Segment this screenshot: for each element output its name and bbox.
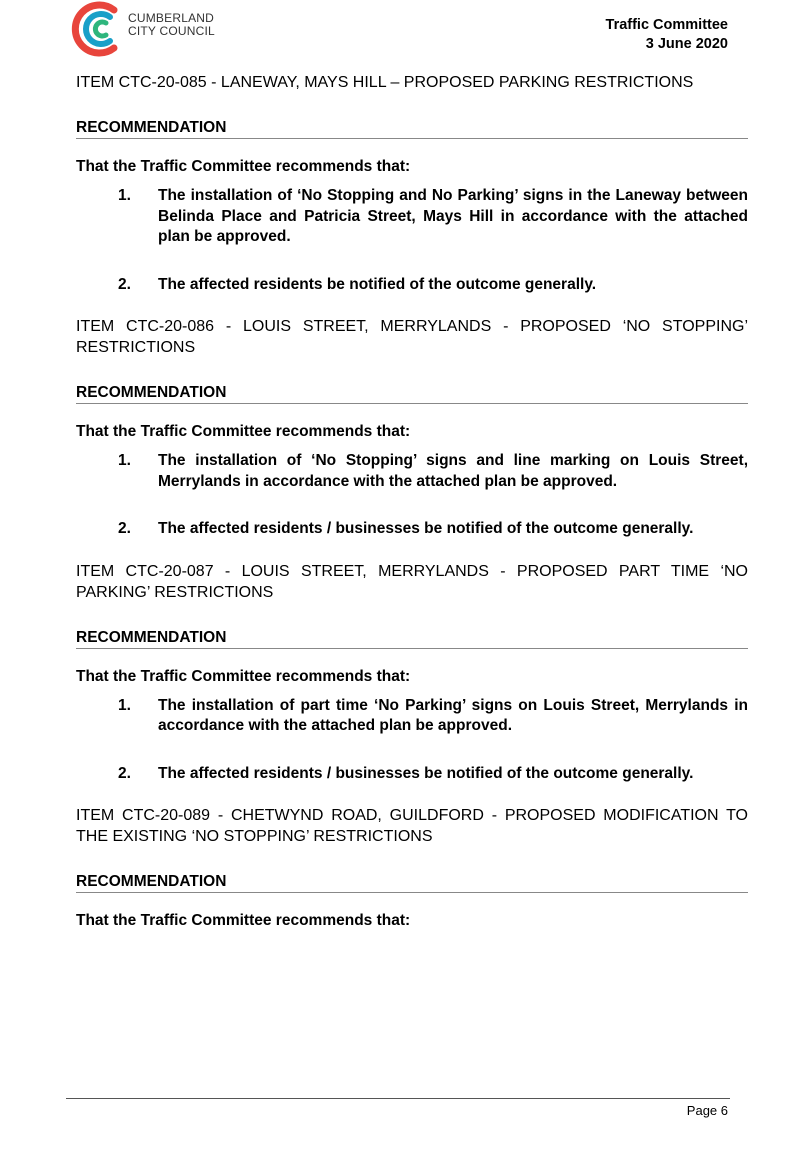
council-logo-icon: [70, 0, 126, 58]
recommendation-number: 1.: [118, 187, 131, 204]
footer-divider: [66, 1098, 730, 1099]
recommendation-heading: RECOMMENDATION: [76, 383, 748, 404]
recommendation-number: 1.: [118, 452, 131, 469]
recommendation-text: The affected residents / businesses be notified of the outcome generally.: [158, 764, 694, 782]
recommendation-heading: RECOMMENDATION: [76, 872, 748, 893]
recommendation-item: [76, 186, 748, 248]
item-title: ITEM CTC-20-085 - LANEWAY, MAYS HILL – PROPOSED PARKING RESTRICTIONS: [76, 74, 694, 91]
org-name-line2: CITY COUNCIL: [128, 24, 215, 38]
recommendation-list: [76, 186, 748, 295]
recommendation-intro: That the Traffic Committee recommends that:: [76, 158, 411, 175]
recommendation-item: [76, 764, 748, 785]
recommendation-heading: RECOMMENDATION: [76, 628, 748, 649]
council-logo: [70, 0, 240, 62]
logo-text: [128, 12, 215, 38]
recommendation-text: The installation of ‘No Stopping and No Parking’ signs in the Laneway between Belinda Place and Patricia Street, Mays Hill in accordance with the attached plan be approved.: [158, 187, 748, 245]
item-title: ITEM CTC-20-089 - CHETWYND ROAD, GUILDFORD - PROPOSED MODIFICATION TO THE EXISTING ‘NO STOPPING’ RESTRICTIONS: [76, 807, 748, 845]
recommendation-intro: That the Traffic Committee recommends that:: [76, 667, 411, 685]
agenda-item: [76, 561, 748, 785]
recommendation-number: 2.: [118, 764, 131, 782]
recommendation-item: [76, 696, 748, 737]
recommendation-text: The installation of ‘No Stopping’ signs and line marking on Louis Street, Merrylands in accordance with the attached plan be approved.: [158, 452, 748, 490]
agenda-item: [76, 72, 748, 295]
committee-name: Traffic Committee: [605, 17, 728, 33]
recommendation-heading: RECOMMENDATION: [76, 118, 748, 139]
recommendation-number: 2.: [118, 275, 131, 293]
recommendation-item: [76, 451, 748, 492]
document-body: [76, 72, 748, 931]
org-name-line1: CUMBERLAND: [128, 11, 215, 25]
recommendation-text: The affected residents / businesses be notified of the outcome generally.: [158, 520, 694, 537]
recommendation-number: 1.: [118, 696, 131, 714]
recommendation-intro: That the Traffic Committee recommends that:: [76, 423, 411, 440]
recommendation-list: [76, 696, 748, 785]
recommendation-number: 2.: [118, 520, 131, 537]
recommendation-intro: That the Traffic Committee recommends that:: [76, 912, 411, 929]
page-number: Page 6: [686, 1103, 728, 1118]
recommendation-item: [76, 275, 748, 296]
recommendation-item: [76, 519, 748, 540]
agenda-item: [76, 805, 748, 931]
item-title: ITEM CTC-20-087 - LOUIS STREET, MERRYLANDS - PROPOSED PART TIME ‘NO PARKING’ RESTRICTIONS: [76, 562, 748, 601]
recommendation-text: The installation of part time ‘No Parking’ signs on Louis Street, Merrylands in accordance with the attached plan be approved.: [158, 696, 748, 734]
item-title: ITEM CTC-20-086 - LOUIS STREET, MERRYLANDS - PROPOSED ‘NO STOPPING’ RESTRICTIONS: [76, 318, 748, 356]
recommendation-text: The affected residents be notified of the outcome generally.: [158, 275, 597, 293]
agenda-item: [76, 316, 748, 540]
meeting-date: 3 June 2020: [645, 36, 728, 52]
page-header: [606, 16, 728, 54]
recommendation-list: [76, 451, 748, 540]
